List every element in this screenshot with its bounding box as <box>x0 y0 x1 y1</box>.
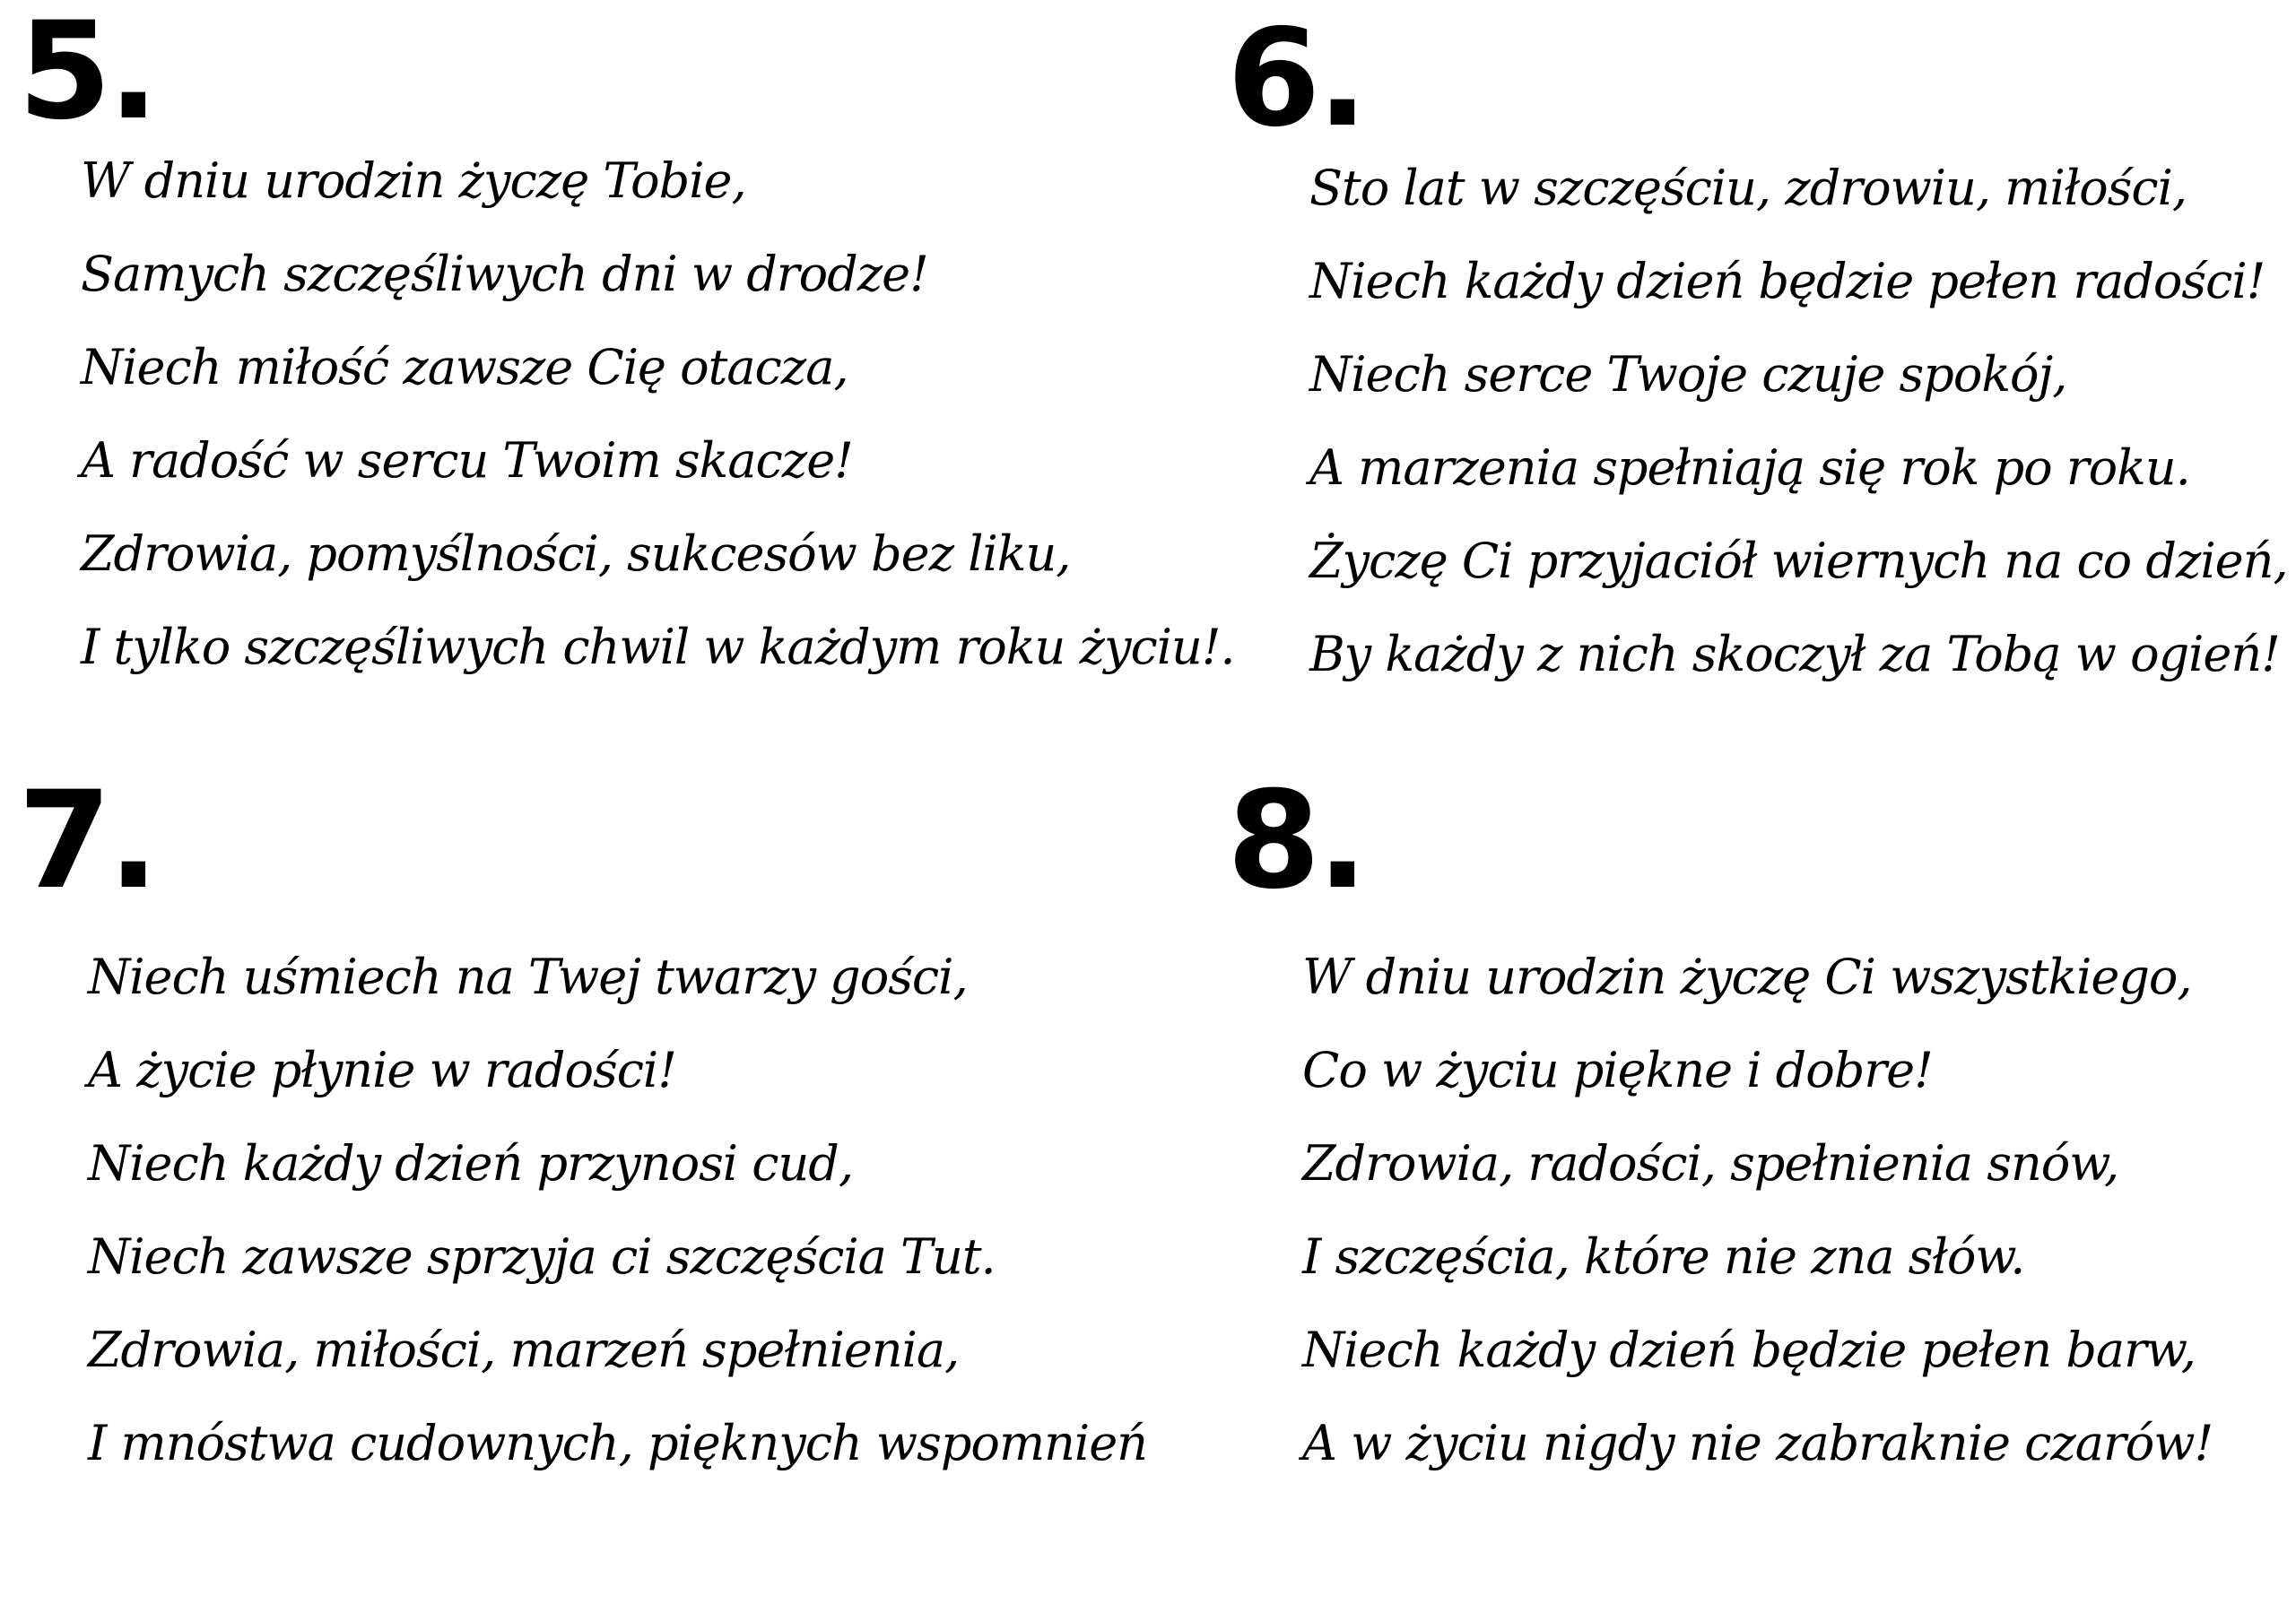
poem-lines <box>1309 142 2296 701</box>
poem-7 <box>18 763 1148 1490</box>
poem-line: Życzę Ci przyjaciół wiernych na co dzień, <box>1309 533 2288 589</box>
poem-line: I tylko szczęśliwych chwil w każdym roku życiu!. <box>81 619 1235 675</box>
poem-line: Niech każdy dzień będzie pełen radości! <box>1309 253 2266 309</box>
poem-8 <box>1227 763 2296 1490</box>
poem-line: W dniu urodzin życzę Ci wszystkiego, <box>1302 949 2192 1005</box>
poem-line: W dniu urodzin życzę Tobie, <box>81 152 746 209</box>
poem-line: Niech każdy dzień przynosi cud, <box>88 1135 853 1192</box>
poem-6 <box>1227 1 2296 701</box>
poem-lines <box>1302 931 2296 1490</box>
poem-number: 7. <box>18 763 156 919</box>
poem-line: Sto lat w szczęściu, zdrowiu, miłości, <box>1309 160 2187 216</box>
poem-lines <box>81 134 1235 694</box>
poem-line: Zdrowia, pomyślności, sukcesów bez liku, <box>81 525 1071 582</box>
poem-number: 6. <box>1227 1 1365 157</box>
poem-line: Niech zawsze sprzyja ci szczęścia Tut. <box>88 1228 996 1285</box>
poem-5 <box>18 0 1235 694</box>
poem-line: Niech każdy dzień będzie pełen barw, <box>1302 1322 2196 1378</box>
poem-line: By każdy z nich skoczył za Tobą w ogień! <box>1309 626 2280 682</box>
poem-line: Zdrowia, miłości, marzeń spełnienia, <box>88 1322 960 1378</box>
poem-line: A w życiu nigdy nie zabraknie czarów! <box>1302 1415 2213 1471</box>
poem-line: I mnóstwa cudownych, pięknych wspomnień <box>88 1415 1147 1471</box>
poem-line: Niech miłość zawsze Cię otacza, <box>81 339 848 395</box>
poem-line: Niech uśmiech na Twej twarzy gości, <box>88 949 968 1005</box>
poem-lines <box>88 931 1148 1490</box>
poem-number: 5. <box>18 0 156 150</box>
poem-line: A radość w sercu Twoim skacze! <box>81 432 853 489</box>
poem-line: Zdrowia, radości, spełnienia snów, <box>1302 1135 2119 1192</box>
poem-line: I szczęścia, które nie zna słów. <box>1302 1228 2025 1285</box>
poem-line: Co w życiu piękne i dobre! <box>1302 1042 1933 1098</box>
poem-line: Samych szczęśliwych dni w drodze! <box>81 246 928 302</box>
poem-number: 8. <box>1227 763 1365 919</box>
poem-line: Niech serce Twoje czuje spokój, <box>1309 346 2067 403</box>
poem-line: A marzenia spełniają się rok po roku. <box>1309 439 2190 496</box>
poem-line: A życie płynie w radości! <box>88 1042 676 1098</box>
